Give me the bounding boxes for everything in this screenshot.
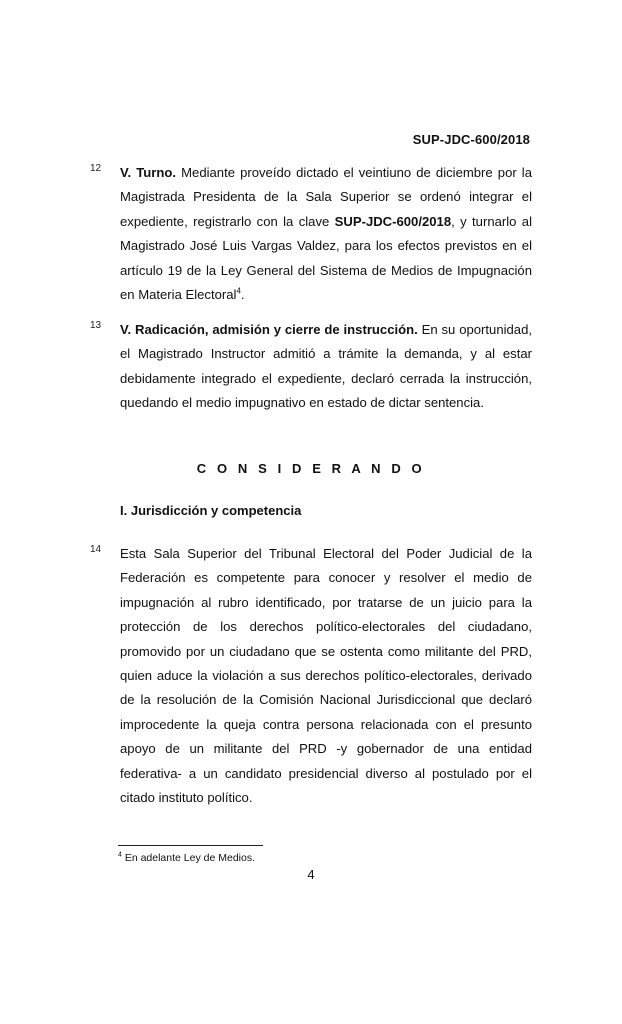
section-title: C O N S I D E R A N D O [196, 461, 426, 476]
paragraph-heading: V. Turno. [120, 165, 177, 180]
footnote-marker[interactable]: 4 [236, 286, 241, 296]
paragraph-14 [90, 542, 532, 810]
footnote [118, 852, 255, 864]
paragraph-text [120, 161, 532, 307]
footnote-number: 4 [118, 851, 122, 859]
paragraph-body: En su oportunidad, el Magistrado Instructor admitió a trámite la demanda, y al estar debidamente integrado el expediente, declaró cerrada la instrucción, quedando el medio impugnativo en estado de dictar sentencia. [120, 322, 532, 411]
paragraph-number: 12 [90, 163, 102, 174]
paragraph-body: , y turnarlo al Magistrado José Luis Vargas Valdez, para los efectos previstos en el artículo 19 de la Ley General del Sistema de Medios de Impugnación en Materia Electoral [120, 213, 532, 303]
paragraph-text [120, 542, 532, 810]
paragraph-body: . [240, 287, 245, 303]
case-reference: SUP-JDC-600/2018 [334, 213, 452, 229]
subsection-title: I. Jurisdicción y competencia [120, 503, 302, 518]
page-number: 4 [307, 867, 315, 882]
paragraph-number: 14 [90, 544, 102, 555]
footnote-divider [118, 845, 263, 846]
paragraph-body: Mediante proveído dictado el veintiuno de diciembre por la Magistrada Presidenta de la Sala Superior se ordenó integrar el expediente, registrarlo con la clave [120, 165, 532, 229]
paragraph-heading: V. Radicación, admisión y cierre de instrucción. [120, 322, 418, 337]
footnote-text: En adelante Ley de Medios. [121, 852, 255, 864]
paragraph-13 [90, 318, 532, 416]
case-number-header: SUP-JDC-600/2018 [412, 132, 530, 147]
paragraph-12 [90, 161, 532, 307]
paragraph-body: Esta Sala Superior del Tribunal Electoral del Poder Judicial de la Federación es competente para conocer y resolver el medio de impugnación al rubro identificado, por tratarse de un juicio para la protección de los derechos político-electorales del ciudadano, promovido por un ciudadano que se ostenta como militante del PRD, quien aduce la violación a sus derechos político-electorales, derivado de la resolución de la Comisión Nacional Jurisdiccional que declaró improcedente la queja contra persona relacionada con el presunto apoyo de un militante del PRD -y gobernador de una entidad federativa- a un candidato presidencial diverso al postulado por el citado instituto político. [120, 546, 532, 806]
paragraph-text [120, 318, 532, 416]
paragraph-number: 13 [90, 320, 102, 331]
